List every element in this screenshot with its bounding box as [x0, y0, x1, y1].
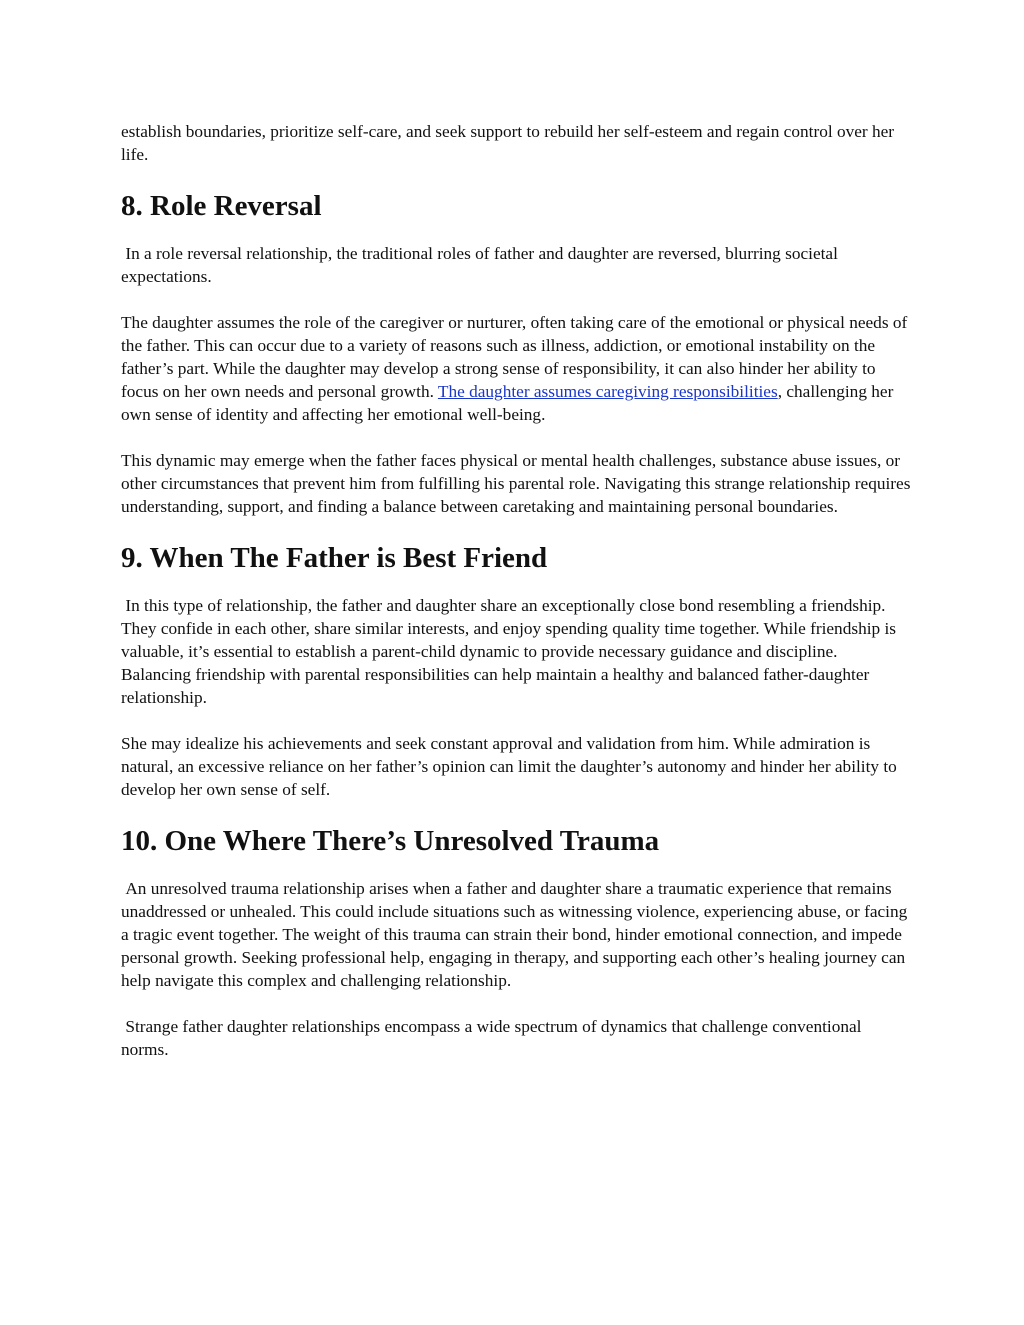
document-page — [121, 120, 911, 1061]
section-10-heading: 10. One Where There’s Unresolved Trauma — [121, 825, 660, 857]
intro-paragraph: establish boundaries, prioritize self-care, and seek support to rebuild her self-esteem and regain control over her life. — [121, 122, 895, 164]
section-8-paragraph-2 — [121, 311, 911, 426]
caregiving-responsibilities-link[interactable]: The daughter assumes caregiving responsibilities — [437, 382, 778, 401]
section-9-paragraph-2: She may idealize his achievements and seek constant approval and validation from him. While admiration is natural, an excessive reliance on her father’s opinion can limit the daughter’s autonomy and hinder her ability to develop her own sense of self. — [121, 734, 897, 799]
section-9-paragraph-1: In this type of relationship, the father and daughter share an exceptionally close bond resembling a friendship. They confide in each other, share similar interests, and enjoy spending quality time together. While friendship is valuable, it’s essential to establish a parent-child dynamic to provide necessary guidance and discipline. Balancing friendship with parental responsibilities can help maintain a healthy and balanced father-daughter relationship. — [121, 596, 901, 707]
section-8-heading: 8. Role Reversal — [121, 190, 322, 222]
section-8-paragraph-2-text-start: The daughter assumes the role of the caregiver or nurturer, often taking care of the emotional or physical needs of the father. This can occur due to a variety of reasons such as illness, addiction, or emotional instability on the father’s part. While the daughter may develop a strong sense of responsibility, it can also hinder her ability to focus on her own needs and personal growth. — [121, 313, 908, 401]
section-10-paragraph-2: Strange father daughter relationships encompass a wide spectrum of dynamics that challenge conventional norms. — [121, 1017, 866, 1059]
section-8-paragraph-2-text-end: , challenging her own sense of identity and affecting her emotional well-being. — [121, 382, 894, 424]
section-10-paragraph-1: An unresolved trauma relationship arises when a father and daughter share a traumatic experience that remains unaddressed or unhealed. This could include situations such as witnessing violence, experiencing abuse, or facing a tragic event together. The weight of this trauma can strain their bond, hinder emotional connection, and impede personal growth. Seeking professional help, engaging in therapy, and supporting each other’s healing journey can help navigate this complex and challenging relationship. — [121, 879, 912, 990]
section-9-heading: 9. When The Father is Best Friend — [121, 542, 548, 574]
section-8-paragraph-3: This dynamic may emerge when the father faces physical or mental health challenges, substance abuse issues, or other circumstances that prevent him from fulfilling his parental role. Navigating this strange relationship requires understanding, support, and finding a balance between caretaking and maintaining personal boundaries. — [121, 451, 911, 516]
section-8-paragraph-1: In a role reversal relationship, the traditional roles of father and daughter are reversed, blurring societal expectations. — [121, 244, 843, 286]
